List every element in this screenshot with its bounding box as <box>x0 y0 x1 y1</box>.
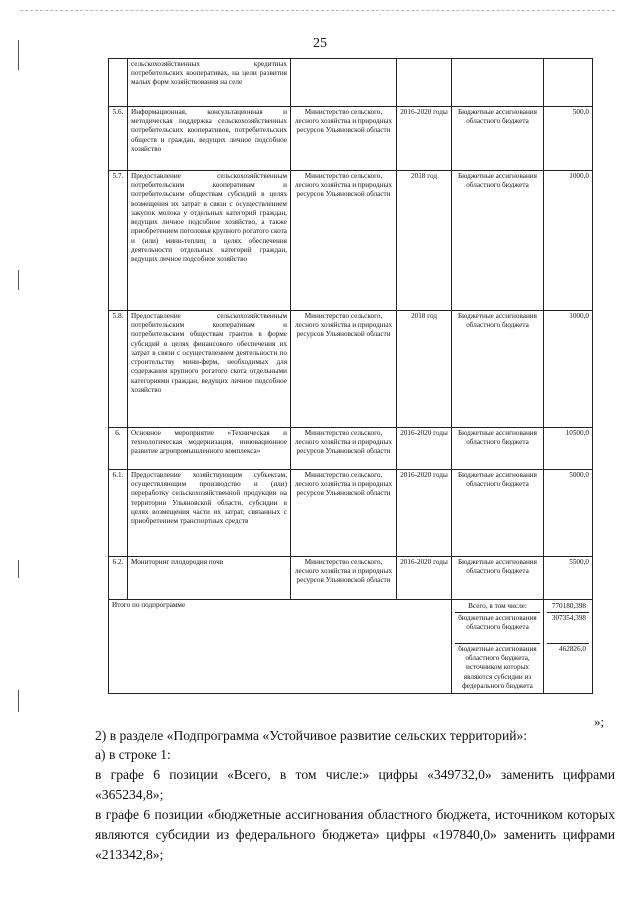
margin-mark <box>18 270 19 290</box>
table-row <box>109 470 593 557</box>
amount: 500,0 <box>544 107 593 171</box>
executor: Министерство сельского, лесного хозяйства и природных ресурсов Ульяновской области <box>291 470 397 557</box>
measure-name: Основное мероприятие «Техническая и технологическая модернизация, инновационное развитие агропромышленного комплекса» <box>128 428 291 470</box>
measure-name: Предоставление сельскохозяйственным потребительским кооперативам и потребительским обществам субсидий в целях возмещения их затрат в связи с осуществлением закупок молока у отдельных категорий граждан, ведущих личное подсобное хозяйство, а также приобретением поголовья крупного рогатого скота и (или) мини-теплиц в целях обеспечения деятельности отдельных категорий граждан, ведущих личное подсобное хозяйство <box>128 171 291 311</box>
executor: Министерство сельского, лесного хозяйства и природных ресурсов Ульяновской области <box>291 171 397 311</box>
amendment-paragraph: а) в строке 1: <box>95 747 171 762</box>
table-row <box>109 428 593 470</box>
amount: 1000,0 <box>544 171 593 311</box>
total-sources <box>452 600 544 694</box>
table-row <box>109 171 593 311</box>
total-source-federal: бюджетные ассигнования областного бюджета, источником которых являются субсидии из федерального бюджета <box>458 645 537 690</box>
total-amount-federal: 462826,0 <box>559 645 586 653</box>
total-amount-all: 770180,398 <box>547 601 589 613</box>
term: 2016-2020 годы <box>397 428 452 470</box>
total-source-regional: бюджетные ассигнования областного бюджета <box>455 613 540 644</box>
row-number: 6.1. <box>109 470 128 557</box>
row-number: 6. <box>109 428 128 470</box>
funding-source: Бюджетные ассигнования областного бюджета <box>452 557 544 600</box>
table-row <box>109 59 593 107</box>
amount: 5000,0 <box>544 470 593 557</box>
term: 2016-2020 годы <box>397 557 452 600</box>
funding-source <box>452 59 544 107</box>
amount: 5500,0 <box>544 557 593 600</box>
closing-quote-mark: »; <box>594 714 605 729</box>
row-number: 5.6. <box>109 107 128 171</box>
funding-source: Бюджетные ассигнования областного бюджета <box>452 428 544 470</box>
executor: Министерство сельского, лесного хозяйства и природных ресурсов Ульяновской области <box>291 428 397 470</box>
amount: 1000,0 <box>544 311 593 428</box>
margin-mark <box>18 560 19 578</box>
term: 2018 год <box>397 311 452 428</box>
row-number: 6.2. <box>109 557 128 600</box>
top-dashed-line <box>20 10 615 11</box>
row-number: 5.8. <box>109 311 128 428</box>
measures-table <box>108 58 593 694</box>
funding-source: Бюджетные ассигнования областного бюджета <box>452 107 544 171</box>
term: 2016-2020 годы <box>397 107 452 171</box>
amendment-paragraph: в графе 6 позиции «бюджетные ассигнования областного бюджета, источником которых являются субсидии из федерального бюджета» цифры «197840,0» заменить цифрами «213342,8»; <box>95 807 615 862</box>
page-number: 25 <box>313 36 327 51</box>
measure-name: Предоставление сельскохозяйственным потребительским кооперативам и потребительским обществам грантов в форме субсидий в целях финансового обеспечения их затрат в связи с осуществлением деятельности по строительству мини-ферм, необходимых для содержания крупного рогатого скота отдельными категориями граждан, ведущих личное подсобное хозяйство <box>128 311 291 428</box>
amount: 10500,0 <box>544 428 593 470</box>
term <box>397 59 452 107</box>
measure-name: Информационная, консультационная и методическая поддержка сельскохозяйственных потребительских кооперативов, потребительских обществ и граждан, ведущих личное подсобное хозяйство <box>128 107 291 171</box>
table-row <box>109 107 593 171</box>
measure-name: Мониторинг плодородия почв <box>128 557 291 600</box>
executor: Министерство сельского, лесного хозяйства и природных ресурсов Ульяновской области <box>291 311 397 428</box>
measure-name: Предоставление хозяйствующим субъектам, осуществляющим производство и (или) переработку сельскохозяйственной продукции на территории Ульяновской области, субсидии в целях возмещения части их затрат, связанных с приобретением транспортных средств <box>128 470 291 557</box>
executor: Министерство сельского, лесного хозяйства и природных ресурсов Ульяновской области <box>291 107 397 171</box>
amount <box>544 59 593 107</box>
measure-name: сельскохозяйственных кредитных потребительских кооперативах, на цели развития малых форм хозяйствования на селе <box>128 59 291 107</box>
amendment-paragraph: 2) в разделе «Подпрограмма «Устойчивое развитие сельских территорий»: <box>95 728 528 743</box>
total-amounts <box>544 600 593 694</box>
executor: Министерство сельского, лесного хозяйства и природных ресурсов Ульяновской области <box>291 557 397 600</box>
funding-source: Бюджетные ассигнования областного бюджета <box>452 171 544 311</box>
row-number: 5.7. <box>109 171 128 311</box>
funding-source: Бюджетные ассигнования областного бюджета <box>452 470 544 557</box>
funding-source: Бюджетные ассигнования областного бюджета <box>452 311 544 428</box>
table-row <box>109 311 593 428</box>
row-number <box>109 59 128 107</box>
term: 2018 год <box>397 171 452 311</box>
total-row <box>109 600 593 694</box>
total-label: Итого по подпрограмме <box>109 600 452 694</box>
amendment-paragraph: в графе 6 позиции «Всего, в том числе:» цифры «349732,0» заменить цифрами «365234,8»; <box>95 767 615 802</box>
term: 2016-2020 годы <box>397 470 452 557</box>
total-amount-regional: 307354,398 <box>547 613 589 644</box>
margin-mark <box>18 690 19 712</box>
total-source-all: Всего, в том числе: <box>455 601 540 613</box>
executor <box>291 59 397 107</box>
table-row <box>109 557 593 600</box>
